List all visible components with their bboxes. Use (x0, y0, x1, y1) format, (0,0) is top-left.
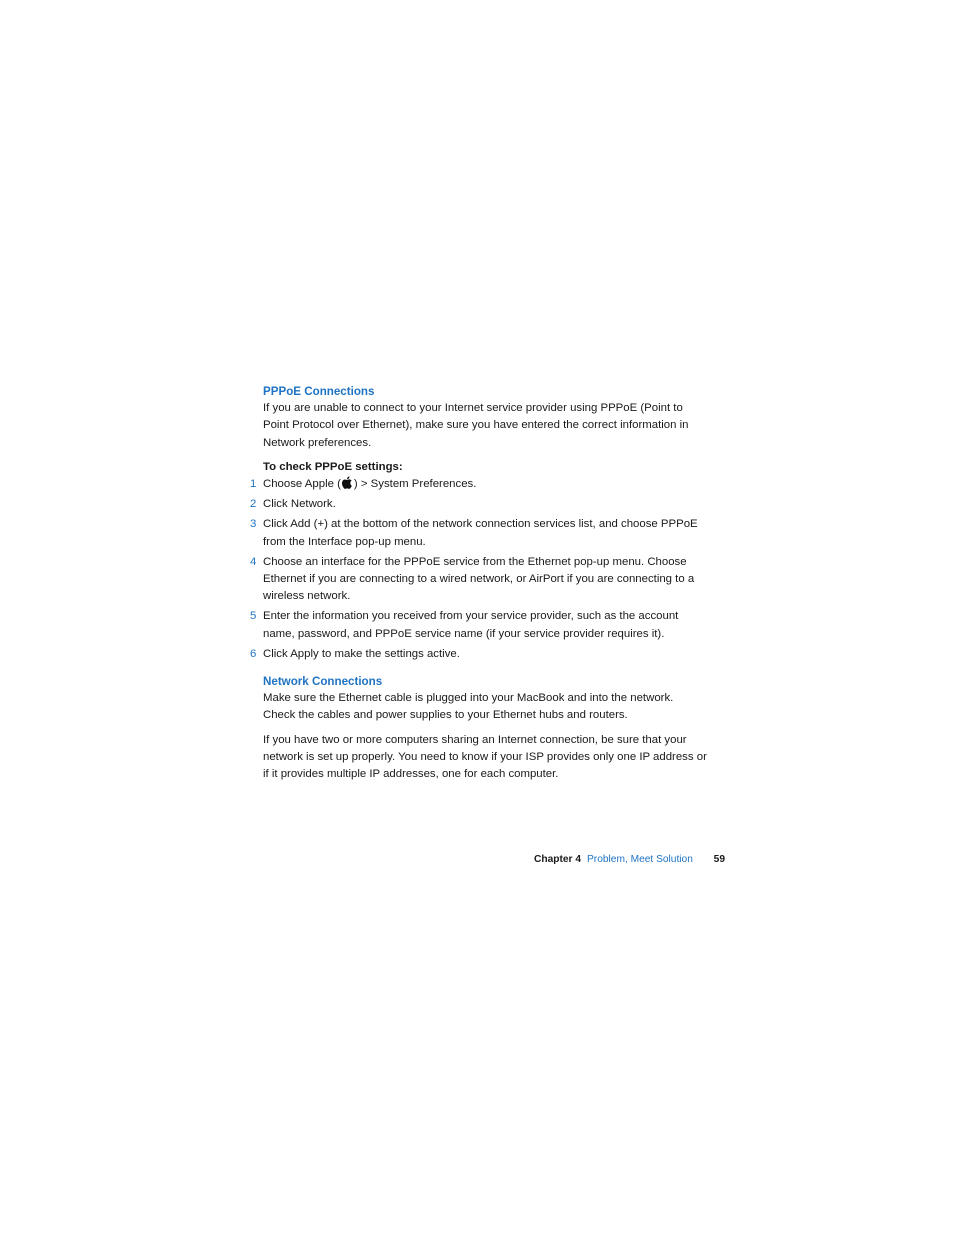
network-paragraph-2: If you have two or more computers sharing an Internet connection, be sure that your network is set up properly. You need to know if your ISP provides only one IP address or if it provides multiple IP addresses, one for each computer. (263, 733, 707, 781)
list-item (250, 608, 708, 642)
list-item (250, 646, 708, 663)
procedure-title: To check PPPoE settings: (263, 460, 403, 473)
step-text: Click Apply to make the settings active. (263, 647, 460, 660)
section-heading-pppoe: PPPoE Connections (263, 385, 375, 398)
step-text: Enter the information you received from your service provider, such as the account name, password, and PPPoE service name (if your service provider requires it). (263, 610, 679, 640)
step-number: 4 (250, 555, 257, 568)
step-number: 6 (250, 647, 257, 660)
pppoe-intro-paragraph: If you are unable to connect to your Internet service provider using PPPoE (Point to Point Protocol over Ethernet), make sure you have entered the correct information in Network preferences. (263, 402, 689, 449)
step-number: 2 (250, 498, 257, 511)
footer-chapter-title: Problem, Meet Solution (587, 854, 693, 865)
step-text-after-icon: ) > System Preferences. (353, 478, 477, 491)
step-text-before-icon: Choose Apple ( (263, 478, 341, 491)
step-number: 3 (250, 518, 257, 531)
list-item (250, 496, 708, 513)
page-footer (534, 852, 729, 868)
pppoe-steps-list (250, 476, 708, 663)
step-number: 5 (250, 610, 257, 623)
step-text: Choose an interface for the PPPoE service from the Ethernet pop-up menu. Choose Ethernet if you are connecting to a wired network, or AirPort if you are connecting to a wireless network. (263, 555, 695, 603)
step-text: Click Network. (263, 498, 336, 511)
list-item (250, 516, 708, 550)
list-item (250, 554, 708, 606)
section-heading-network: Network Connections (263, 675, 383, 689)
footer-chapter: Chapter 4 (534, 854, 581, 865)
apple-logo-icon (342, 476, 353, 489)
step-text: Click Add (+) at the bottom of the network connection services list, and choose PPPoE from the Interface pop-up menu. (263, 518, 698, 548)
page-number: 59 (713, 854, 725, 865)
main-content (250, 383, 708, 790)
step-number: 1 (250, 478, 257, 491)
network-paragraph-1: Make sure the Ethernet cable is plugged into your MacBook and into the network. Check the cables and power supplies to your Ethernet hubs and routers. (263, 692, 674, 722)
list-item (250, 476, 708, 493)
